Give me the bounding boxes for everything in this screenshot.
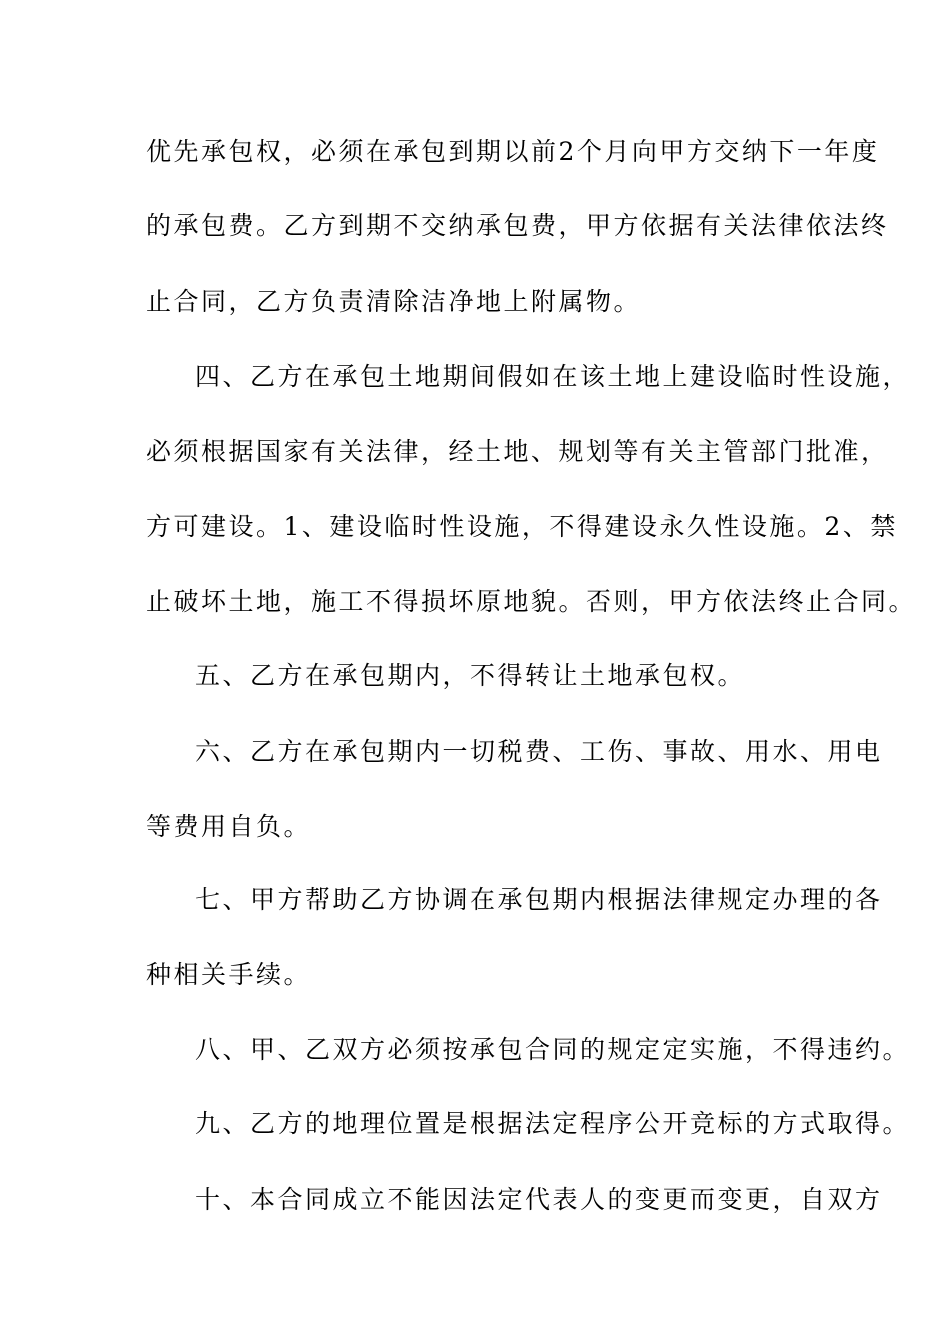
paragraph-line: 六、乙方在承包期内一切税费、工伤、事故、用水、用电 xyxy=(195,737,883,766)
paragraph-line: 止破坏土地，施工不得损坏原地貌。否则，甲方依法终止合同。 xyxy=(146,587,917,616)
paragraph-line: 四、乙方在承包土地期间假如在该土地上建设临时性设施， xyxy=(195,362,911,391)
paragraph-line: 七、甲方帮助乙方协调在承包期内根据法律规定办理的各 xyxy=(195,885,883,914)
paragraph-line: 种相关手续。 xyxy=(146,960,312,989)
paragraph-line: 优先承包权，必须在承包到期以前2个月向甲方交纳下一年度 xyxy=(146,137,880,166)
paragraph-line: 方可建设。1、建设临时性设施，不得建设永久性设施。2、禁 xyxy=(146,512,898,541)
paragraph-line: 等费用自负。 xyxy=(146,812,312,841)
paragraph-line: 五、乙方在承包期内，不得转让土地承包权。 xyxy=(195,661,746,690)
paragraph-line: 的承包费。乙方到期不交纳承包费，甲方依据有关法律依法终 xyxy=(146,211,889,240)
paragraph-line: 必须根据国家有关法律，经土地、规划等有关主管部门批准， xyxy=(146,437,889,466)
paragraph-line: 止合同，乙方负责清除洁净地上附属物。 xyxy=(146,287,642,316)
paragraph-line: 十、本合同成立不能因法定代表人的变更而变更，自双方 xyxy=(195,1185,883,1214)
paragraph-line: 九、乙方的地理位置是根据法定程序公开竞标的方式取得。 xyxy=(195,1109,911,1138)
paragraph-line: 八、甲、乙双方必须按承包合同的规定定实施，不得违约。 xyxy=(195,1035,911,1064)
